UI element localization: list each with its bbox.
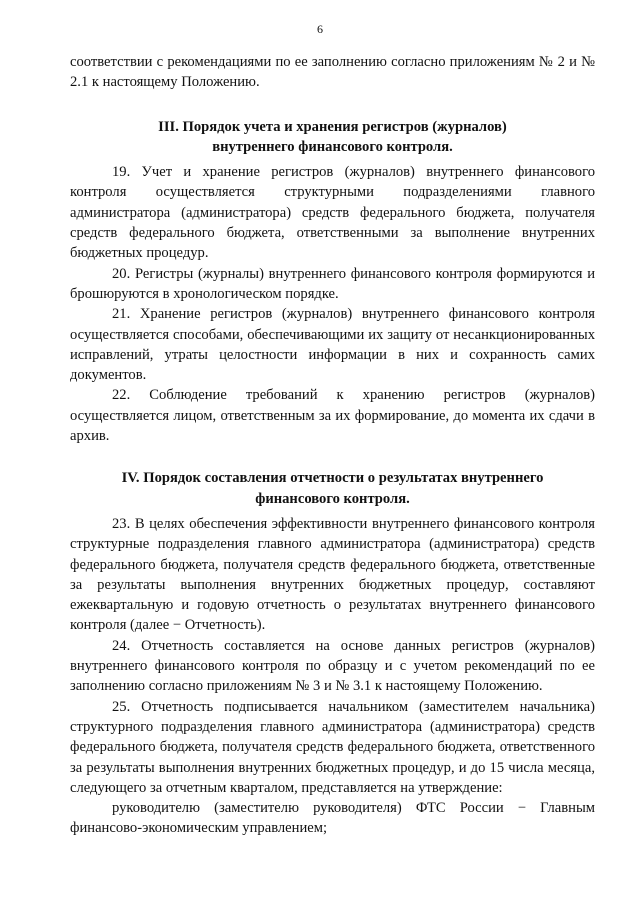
paragraph-25-recipient: руководителю (заместителю руководителя) ФТС России − Главным финансово-экономическим управлением; (70, 800, 595, 837)
intro-paragraph: соответствии с рекомендациями по ее заполнению согласно приложениям № 2 и № 2.1 к настоящему Положению. (70, 54, 595, 91)
section-4-heading-line-1: IV. Порядок составления отчетности о результатах внутреннего (121, 470, 544, 487)
page-content (70, 52, 595, 839)
paragraph-20: 20. Регистры (журналы) внутреннего финансового контроля формируются и брошюруются в хронологическом порядке. (70, 265, 595, 302)
section-3-heading-line-2: внутреннего финансового контроля. (212, 138, 453, 155)
section-3-heading (70, 117, 595, 158)
paragraph-24: 24. Отчетность составляется на основе данных регистров (журналов) внутреннего финансового контроля по образцу и с учетом рекомендаций по ее заполнению согласно приложениям № 3 и № 3.1 к настоящему Положению. (70, 637, 595, 695)
section-4-heading (70, 468, 595, 509)
paragraph-19: 19. Учет и хранение регистров (журналов) внутреннего финансового контроля осуществляется структурными подразделениями главного администратора (администратора) средств федерального бюджета, получателя средств федерального бюджета, ответственными за выполнение внутренних бюджетных процедур. (70, 164, 595, 262)
paragraph-22: 22. Соблюдение требований к хранению регистров (журналов) осуществляется лицом, ответственным за их формирование, до момента их сдачи в архив. (70, 387, 595, 445)
paragraph-25: 25. Отчетность подписывается начальником (заместителем начальника) структурного подразделения главного администратора (администратора) средств федерального бюджета, получателя средств федерального бюджета, ответственного за результаты выполнения внутренних бюджетных процедур, и до 15 числа месяца, следующего за отчетным кварталом, представляется на утверждение: (70, 698, 595, 796)
section-4-heading-line-2: финансового контроля. (255, 490, 410, 507)
section-3-heading-line-1: III. Порядок учета и хранения регистров (журналов) (158, 118, 507, 135)
paragraph-23: 23. В целях обеспечения эффективности внутреннего финансового контроля структурные подразделения главного администратора (администратора) средств федерального бюджета, получателя средств федерального бюджета, ответственные за результаты выполнения внутренних бюджетных процедур, составляют ежеквартальную и годовую отчетность о результатах внутреннего финансового контроля (далее − Отчетность). (70, 515, 595, 634)
page-number: 6 (317, 22, 323, 36)
paragraph-21: 21. Хранение регистров (журналов) внутреннего финансового контроля осуществляется способами, обеспечивающими их защиту от несанкционированных исправлений, утраты целостности информации в них и сохранность самих документов. (70, 306, 595, 384)
